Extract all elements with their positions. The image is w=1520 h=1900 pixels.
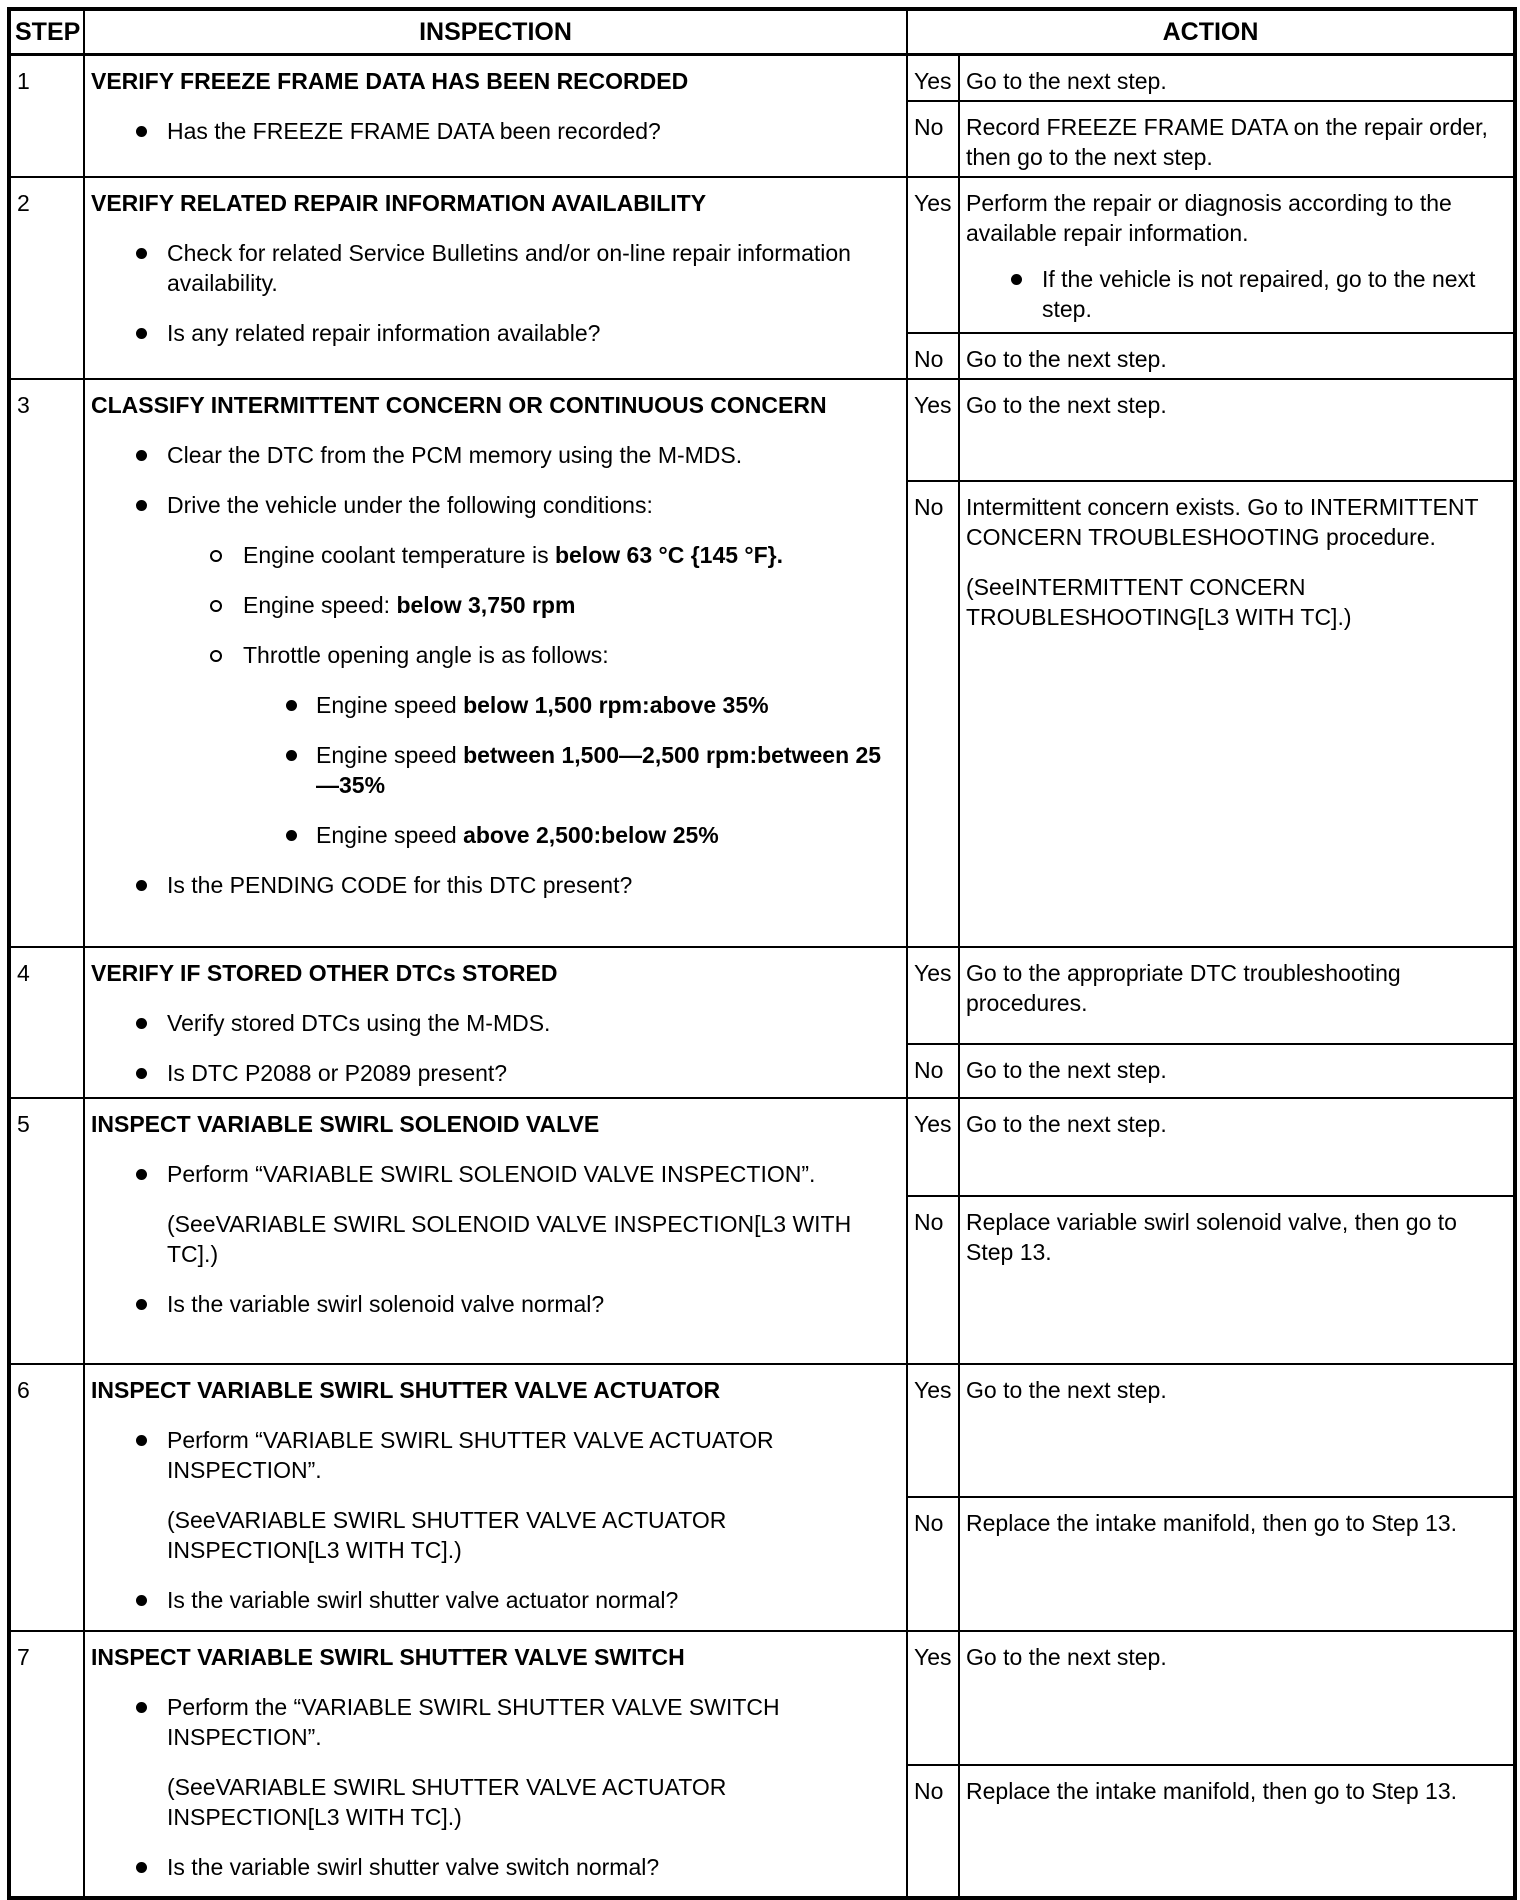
no-action: Replace the intake manifold, then go to Step 13. — [959, 1765, 1515, 1898]
no-action — [959, 481, 1515, 947]
yes-action: Go to the next step. — [959, 1098, 1515, 1196]
condition-value: below 63 °C {145 °F}. — [554, 542, 784, 568]
bullet-item — [91, 1159, 900, 1269]
inspection-cell — [84, 55, 907, 178]
bullet-text: Perform “VARIABLE SWIRL SHUTTER VALVE ACTUATOR INSPECTION”. — [167, 1427, 774, 1483]
step-title: INSPECT VARIABLE SWIRL SOLENOID VALVE — [91, 1111, 600, 1137]
yes-label: Yes — [907, 379, 959, 481]
bullet-item: Check for related Service Bulletins and/or on-line repair information availability. — [91, 238, 900, 298]
yes-action-text: Perform the repair or diagnosis according to the available repair information. — [966, 190, 1452, 246]
sub-bullet-item — [91, 640, 900, 850]
no-label: No — [907, 1044, 959, 1098]
step-title: VERIFY RELATED REPAIR INFORMATION AVAILABILITY — [91, 190, 707, 216]
bullet-item: Clear the DTC from the PCM memory using the M-MDS. — [91, 440, 900, 470]
yes-label: Yes — [907, 1364, 959, 1497]
condition-text: Engine speed — [316, 822, 464, 848]
no-action: Replace the intake manifold, then go to Step 13. — [959, 1497, 1515, 1631]
condition-text: Throttle opening angle is as follows: — [243, 642, 609, 668]
sub-bullet-item — [91, 590, 900, 620]
inspection-cell — [84, 1098, 907, 1364]
inspection-cell — [84, 177, 907, 379]
no-label: No — [907, 333, 959, 379]
header-step: STEP — [9, 9, 84, 55]
step-number: 6 — [9, 1364, 84, 1631]
no-action: Record FREEZE FRAME DATA on the repair order, then go to the next step. — [959, 101, 1515, 177]
condition-text: Engine coolant temperature is — [243, 542, 555, 568]
table-row — [9, 1631, 1515, 1765]
condition-text: Engine speed — [316, 742, 464, 768]
yes-action: Go to the next step. — [959, 1631, 1515, 1765]
yes-action — [959, 177, 1515, 333]
step-number: 7 — [9, 1631, 84, 1898]
sub-sub-bullet-item — [91, 740, 900, 800]
condition-text: Engine speed: — [243, 592, 397, 618]
inspection-cell — [84, 1364, 907, 1631]
step-title: INSPECT VARIABLE SWIRL SHUTTER VALVE ACTUATOR — [91, 1377, 721, 1403]
yes-label: Yes — [907, 947, 959, 1044]
bullet-text: Perform the “VARIABLE SWIRL SHUTTER VALVE SWITCH INSPECTION”. — [167, 1694, 780, 1750]
sub-sub-bullet-item — [91, 820, 900, 850]
condition-value: below 3,750 rpm — [396, 592, 576, 618]
see-reference: (SeeVARIABLE SWIRL SHUTTER VALVE ACTUATOR INSPECTION[L3 WITH TC].) — [167, 1507, 727, 1563]
bullet-item — [91, 1692, 900, 1832]
see-reference: (SeeVARIABLE SWIRL SOLENOID VALVE INSPECTION[L3 WITH TC].) — [167, 1211, 852, 1267]
condition-value: above 2,500:below 25% — [463, 822, 719, 848]
inspection-cell — [84, 379, 907, 947]
step-title: VERIFY FREEZE FRAME DATA HAS BEEN RECORDED — [91, 68, 689, 94]
table-row — [9, 1364, 1515, 1497]
yes-action: Go to the next step. — [959, 55, 1515, 102]
bullet-item: If the vehicle is not repaired, go to the next step. — [966, 264, 1507, 324]
header-inspection: INSPECTION — [84, 9, 907, 55]
bullet-item: Is any related repair information available? — [91, 318, 900, 348]
yes-action: Go to the next step. — [959, 1364, 1515, 1497]
bullet-item: Is the variable swirl shutter valve actuator normal? — [91, 1585, 900, 1615]
step-number: 5 — [9, 1098, 84, 1364]
step-number: 2 — [9, 177, 84, 379]
bullet-item: Is DTC P2088 or P2089 present? — [91, 1058, 900, 1088]
header-row — [9, 9, 1515, 55]
troubleshooting-table — [7, 7, 1517, 1900]
table-row — [9, 379, 1515, 481]
inspection-cell — [84, 947, 907, 1098]
bullet-item — [91, 490, 900, 850]
step-title: INSPECT VARIABLE SWIRL SHUTTER VALVE SWITCH — [91, 1644, 685, 1670]
sub-bullet-item — [91, 540, 900, 570]
no-label: No — [907, 1497, 959, 1631]
header-action: ACTION — [907, 9, 1515, 55]
no-label: No — [907, 1765, 959, 1898]
sub-sub-bullet-item — [91, 690, 900, 720]
table-row — [9, 177, 1515, 333]
yes-label: Yes — [907, 177, 959, 333]
no-label: No — [907, 1196, 959, 1364]
condition-value: between 1,500—2,500 rpm:between 25—35% — [316, 742, 882, 798]
bullet-item: Is the PENDING CODE for this DTC present? — [91, 870, 900, 900]
step-title: VERIFY IF STORED OTHER DTCs STORED — [91, 960, 558, 986]
no-action-text: Intermittent concern exists. Go to INTERMITTENT CONCERN TROUBLESHOOTING procedure. — [966, 494, 1479, 550]
yes-label: Yes — [907, 1631, 959, 1765]
inspection-cell — [84, 1631, 907, 1898]
step-number: 3 — [9, 379, 84, 947]
table-row — [9, 55, 1515, 102]
step-title: CLASSIFY INTERMITTENT CONCERN OR CONTINUOUS CONCERN — [91, 392, 827, 418]
no-label: No — [907, 101, 959, 177]
bullet-text: Perform “VARIABLE SWIRL SOLENOID VALVE INSPECTION”. — [167, 1161, 816, 1187]
see-reference: (SeeINTERMITTENT CONCERN TROUBLESHOOTING[L3 WITH TC].) — [966, 574, 1352, 630]
see-reference: (SeeVARIABLE SWIRL SHUTTER VALVE ACTUATOR INSPECTION[L3 WITH TC].) — [167, 1774, 727, 1830]
bullet-item: Is the variable swirl shutter valve switch normal? — [91, 1852, 900, 1882]
bullet-text: Drive the vehicle under the following conditions: — [167, 492, 653, 518]
table-row — [9, 947, 1515, 1044]
condition-text: Engine speed — [316, 692, 464, 718]
bullet-item: Is the variable swirl solenoid valve normal? — [91, 1289, 900, 1319]
no-action: Go to the next step. — [959, 1044, 1515, 1098]
yes-label: Yes — [907, 55, 959, 102]
no-action: Go to the next step. — [959, 333, 1515, 379]
no-action: Replace variable swirl solenoid valve, then go to Step 13. — [959, 1196, 1515, 1364]
table-row — [9, 1098, 1515, 1196]
bullet-item: Verify stored DTCs using the M-MDS. — [91, 1008, 900, 1038]
yes-label: Yes — [907, 1098, 959, 1196]
yes-action: Go to the next step. — [959, 379, 1515, 481]
condition-value: below 1,500 rpm:above 35% — [463, 692, 769, 718]
bullet-item: Has the FREEZE FRAME DATA been recorded? — [91, 116, 900, 146]
bullet-item — [91, 1425, 900, 1565]
no-label: No — [907, 481, 959, 947]
step-number: 1 — [9, 55, 84, 178]
step-number: 4 — [9, 947, 84, 1098]
yes-action: Go to the appropriate DTC troubleshooting procedures. — [959, 947, 1515, 1044]
